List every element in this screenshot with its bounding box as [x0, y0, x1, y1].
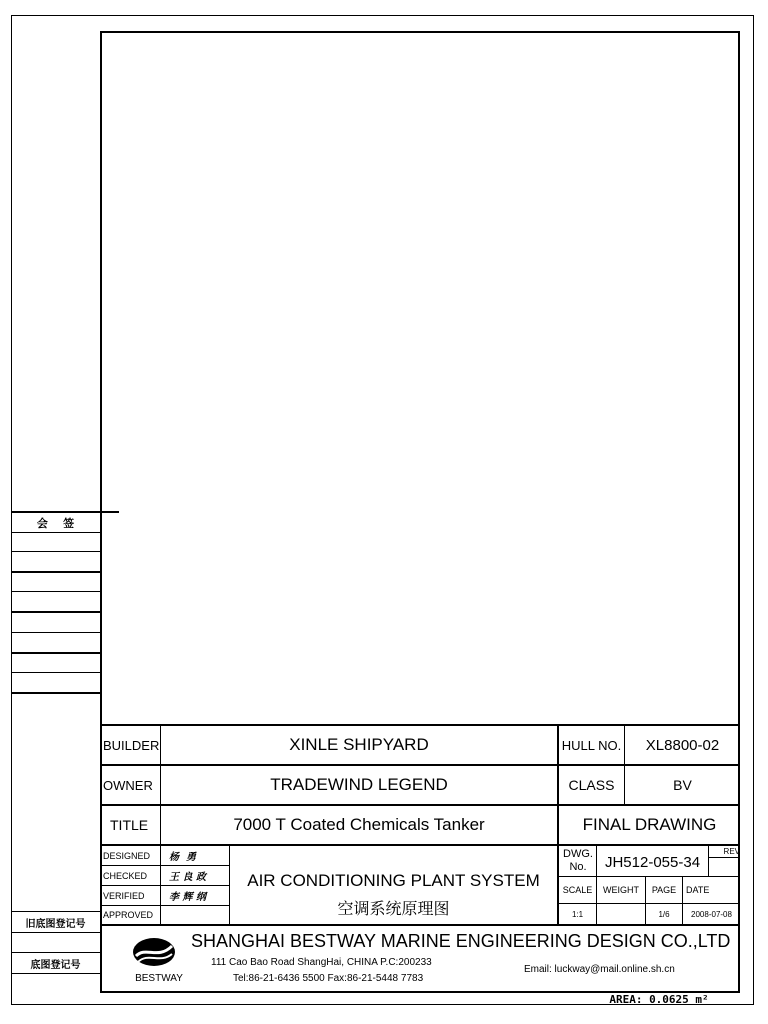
checked-label: CHECKED — [103, 870, 148, 881]
weight-label: WEIGHT — [603, 885, 639, 895]
class-label: CLASS — [568, 777, 615, 793]
company-phone: Tel:86-21-6436 5500 Fax:86-21-5448 7783 — [233, 972, 424, 984]
designed-label: DESIGNED — [103, 850, 151, 861]
approved-label: APPROVED — [103, 910, 154, 920]
class-value: BV — [673, 777, 692, 793]
company-email: Email: luckway@mail.online.sh.cn — [524, 963, 675, 975]
dwg-label-line2: No. — [569, 861, 587, 873]
date-value: 2008-07-08 — [691, 909, 732, 919]
company-name: SHANGHAI BESTWAY MARINE ENGINEERING DESIGN CO.,LTD — [191, 930, 731, 951]
dwg-value: JH512-055-34 — [604, 853, 701, 871]
countersign-panel — [11, 511, 100, 993]
company-address: 111 Cao Bao Road ShangHai, CHINA P.C:200233 — [211, 956, 432, 968]
bestway-logo — [132, 936, 176, 968]
owner-label: OWNER — [103, 777, 153, 793]
bestway-logo-icon — [132, 936, 176, 968]
approved-signature — [166, 906, 229, 924]
title-value: 7000 T Coated Chemicals Tanker — [233, 815, 485, 834]
scale-label: SCALE — [562, 885, 593, 895]
old-drawing-reg-label: 旧底图登记号 — [25, 918, 86, 930]
page-label: PAGE — [651, 885, 677, 895]
builder-label: BUILDER — [103, 737, 160, 753]
scale-value: 1:1 — [571, 909, 584, 919]
weight-value — [597, 904, 645, 924]
area-note: AREA: 0.0625 m² — [609, 992, 709, 1006]
designed-signature: 杨 勇 — [169, 852, 196, 863]
verified-signature: 李 辉 纲 — [169, 892, 206, 903]
dwg-label — [560, 846, 596, 878]
builder-value: XINLE SHIPYARD — [289, 735, 429, 754]
bestway-logo-text: BESTWAY — [135, 972, 183, 984]
owner-value: TRADEWIND LEGEND — [270, 775, 448, 794]
rev-value — [709, 858, 740, 876]
title-block — [100, 724, 740, 993]
rev-label: REV — [723, 846, 740, 856]
hull-label: HULL NO. — [561, 737, 622, 753]
title-label: TITLE — [110, 817, 149, 833]
drawing-title-cn: 空调系统原理图 — [337, 898, 450, 918]
checked-signature: 王 良 政 — [169, 872, 206, 883]
status-value: FINAL DRAWING — [582, 815, 717, 834]
drawing-title-en: AIR CONDITIONING PLANT SYSTEM — [247, 871, 540, 890]
countersign-label: 会 签 — [36, 517, 75, 530]
hull-value: XL8800-02 — [645, 736, 720, 754]
drawing-reg-label: 底图登记号 — [30, 959, 81, 971]
page-value: 1/6 — [658, 909, 670, 919]
date-label: DATE — [686, 885, 710, 895]
dwg-label-line1: DWG. — [563, 848, 593, 860]
verified-label: VERIFIED — [103, 890, 145, 901]
